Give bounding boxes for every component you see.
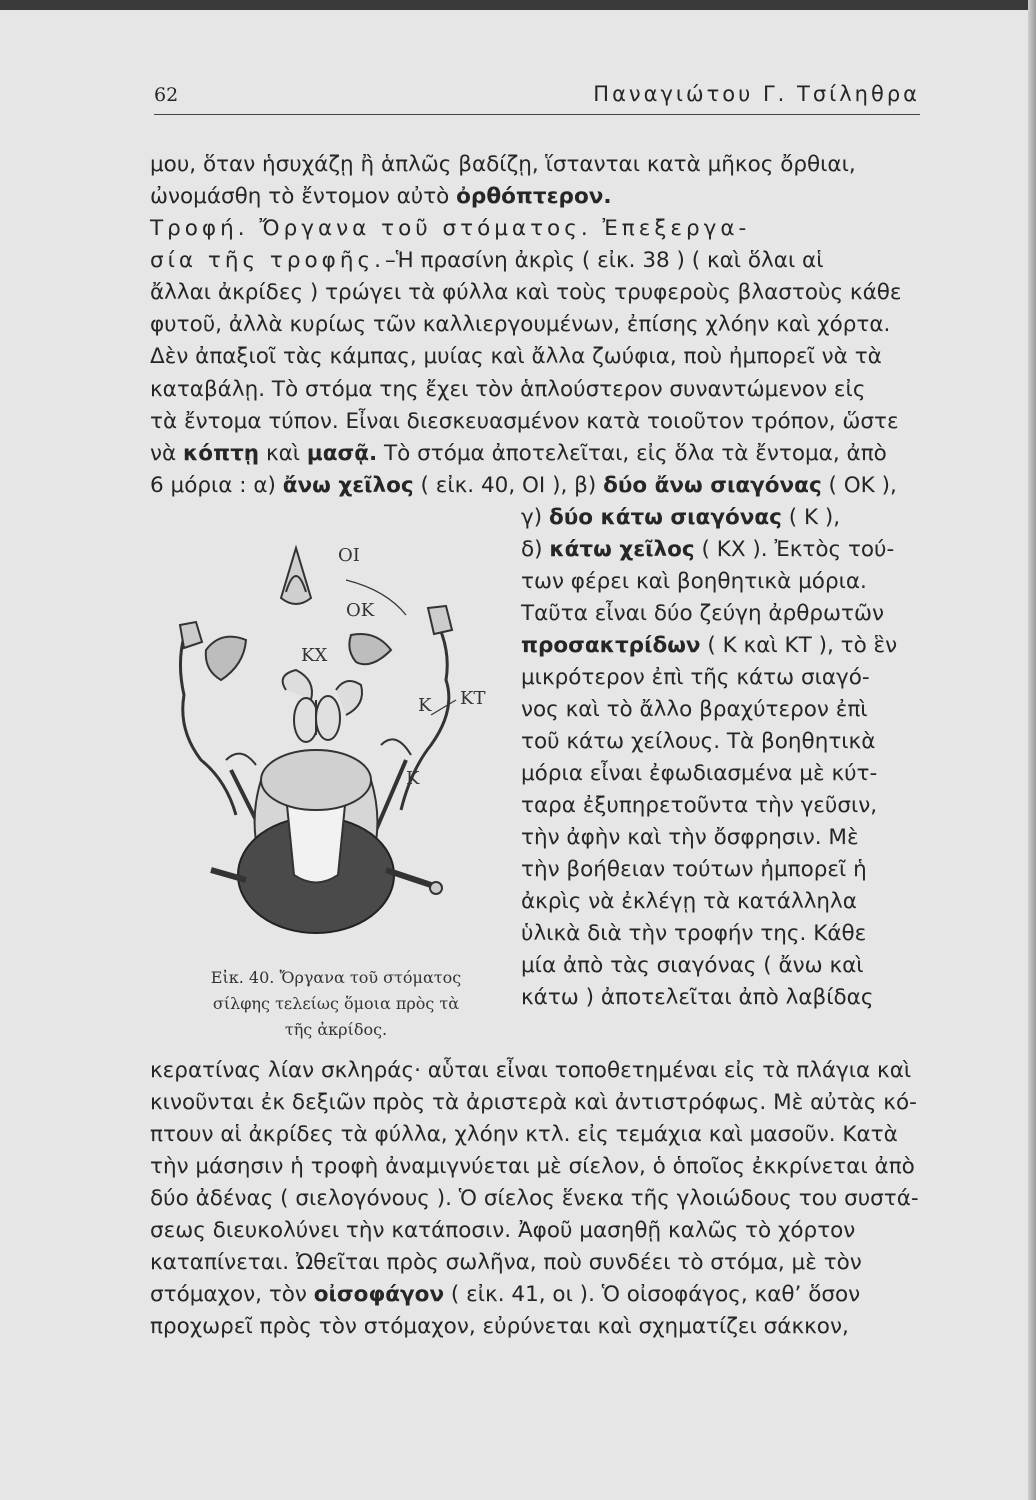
section-heading: Τροφή. Ὄργανα τοῦ στόματος. Ἐπεξεργα-	[150, 216, 751, 241]
label-k-upper: Κ	[418, 695, 432, 716]
text-line: των φέρει καὶ βοηθητικὰ μόρια.	[521, 569, 867, 594]
term-oisofagon: οἰσοφάγον	[313, 1282, 445, 1307]
term-masa: μασᾷ.	[306, 441, 378, 466]
text-line: ὠνομάσθη τὸ ἔντομον αὐτὸ ὀρθόπτερον.	[150, 184, 612, 209]
text-line: 6 μόρια : α) ἄνω χεῖλος ( εἰκ. 40, ΟΙ ), β) δύο ἄνω σιαγόνας ( ΟΚ ),	[150, 473, 897, 498]
text-line: κάτω ) ἀποτελεῖται ἀπὸ λαβίδας	[521, 985, 874, 1010]
scan-right-edge	[1028, 0, 1036, 1500]
text-line: τὴν μάσησιν ἡ τροφὴ ἀναμιγνύεται μὲ σίελον, ὁ ὁποῖος ἐκκρίνεται ἀπὸ	[150, 1154, 915, 1179]
text-line: δ) κάτω χεῖλος ( ΚΧ ). Ἐκτὸς τού-	[521, 537, 895, 562]
text-line: καταβάλῃ. Τὸ στόμα της ἔχει τὸν ἁπλούστερον συναντώμενον εἰς	[150, 377, 866, 402]
text-line: γ) δύο κάτω σιαγόνας ( Κ ),	[521, 505, 841, 530]
text-line: τὴν ἀφὴν καὶ τὴν ὄσφρησιν. Μὲ	[521, 825, 859, 850]
text-line: μόρια εἶναι ἐφωδιασμένα μὲ κύτ-	[521, 761, 878, 786]
page-header	[154, 80, 920, 115]
scan-top-edge	[0, 0, 1036, 10]
text-line: προχωρεῖ πρὸς τὸν στόμαχον, εὐρύνεται καὶ σχηματίζει σάκκον,	[150, 1314, 849, 1339]
text-line: ἀκρὶς νὰ ἐκλέγῃ τὰ κατάλληλα	[521, 889, 857, 914]
text-line: μου, ὅταν ἡσυχάζῃ ἢ ἁπλῶς βαδίζῃ, ἵστανται κατὰ μῆκος ὄρθιαι,	[150, 152, 856, 177]
text-line: κινοῦνται ἐκ δεξιῶν πρὸς τὰ ἀριστερὰ καὶ ἀντιστρόφως. Μὲ αὐτὰς κό-	[150, 1090, 917, 1115]
text-line: ἄλλαι ἀκρίδες ) τρώγει τὰ φύλλα καὶ τοὺς τρυφεροὺς βλαστοὺς κάθε	[150, 280, 902, 305]
text-line: ὑλικὰ διὰ τὴν τροφήν της. Κάθε	[521, 921, 867, 946]
figure-mouthparts	[166, 530, 506, 970]
label-ok: ΟΚ	[346, 600, 375, 621]
text-line: σία τῆς τροφῆς.–Ἡ πρασίνη ἀκρὶς ( εἰκ. 38 ) ( καὶ ὅλαι αἱ	[150, 248, 824, 273]
label-kt: ΚΤ	[460, 688, 486, 709]
text-line: καταπίνεται. Ὠθεῖται πρὸς σωλῆνα, ποὺ συνδέει τὸ στόμα, μὲ τὸν	[150, 1250, 862, 1275]
mouthparts-illustration	[166, 530, 506, 970]
text-line: νος καὶ τὸ ἄλλο βραχύτερον ἐπὶ	[521, 697, 868, 722]
text-line: μικρότερον ἐπὶ τῆς κάτω σιαγό-	[521, 665, 870, 690]
text-line: Ταῦτα εἶναι δύο ζεύγη ἀρθρωτῶν	[521, 601, 884, 626]
page-number: 62	[154, 84, 179, 106]
running-head: Παναγιώτου Γ. Τσίληθρα	[593, 82, 920, 106]
label-oi: ΟΙ	[338, 545, 360, 566]
text-line: τὰ ἔντομα τύπον. Εἶναι διεσκευασμένον κατὰ τοιοῦτον τρόπον, ὥστε	[150, 409, 899, 434]
text-line: σεως διευκολύνει τὴν κατάποσιν. Ἀφοῦ μασηθῇ καλῶς τὸ χόρτον	[150, 1218, 856, 1243]
term-orthopteron: ὀρθόπτερον.	[456, 184, 612, 209]
text-line: ταρα ἐξυπηρετοῦντα τὴν γεῦσιν,	[521, 793, 878, 818]
text-line: τοῦ κάτω χείλους. Τὰ βοηθητικὰ	[521, 729, 876, 754]
text-line: κερατίνας λίαν σκληράς· αὗται εἶναι τοποθετημέναι εἰς τὰ πλάγια καὶ	[150, 1058, 912, 1083]
text-line: νὰ κόπτῃ καὶ μασᾷ. Τὸ στόμα ἀποτελεῖται, εἰς ὅλα τὰ ἔντομα, ἀπὸ	[150, 441, 887, 466]
text-line: φυτοῦ, ἀλλὰ κυρίως τῶν καλλιεργουμένων, ἐπίσης χλόην καὶ χόρτα.	[150, 312, 891, 337]
text-line: μία ἀπὸ τὰς σιαγόνας ( ἄνω καὶ	[521, 953, 864, 978]
text-line: στόμαχον, τὸν οἰσοφάγον ( εἰκ. 41, οι ). Ὁ οἰσοφάγος, καθ’ ὅσον	[150, 1282, 861, 1307]
text-line: προσακτρίδων ( Κ καὶ ΚΤ ), τὸ ἓν	[521, 633, 898, 658]
term-kopti: κόπτῃ	[183, 441, 260, 466]
text-line: πτουν αἱ ἀκρίδες τὰ φύλλα, χλόην κτλ. εἰς τεμάχια καὶ μασοῦν. Κατὰ	[150, 1122, 898, 1147]
text-line: τὴν βοήθειαν τούτων ἠμπορεῖ ἡ	[521, 857, 867, 882]
label-k-lower: Κ	[406, 768, 420, 789]
text-line: Δὲν ἀπαξιοῖ τὰς κάμπας, μυίας καὶ ἄλλα ζωύφια, ποὺ ἠμπορεῖ νὰ τὰ	[150, 344, 882, 369]
figure-caption: Εἰκ. 40. Ὄργανα τοῦ στόματος σίλφης τελείως ὅμοια πρὸς τὰ τῆς ἀκρίδος.	[210, 968, 462, 1039]
label-kx: ΚΧ	[301, 645, 328, 666]
text-line: δύο ἀδένας ( σιελογόνους ). Ὁ σίελος ἕνεκα τῆς γλοιώδους του συστά-	[150, 1186, 919, 1211]
